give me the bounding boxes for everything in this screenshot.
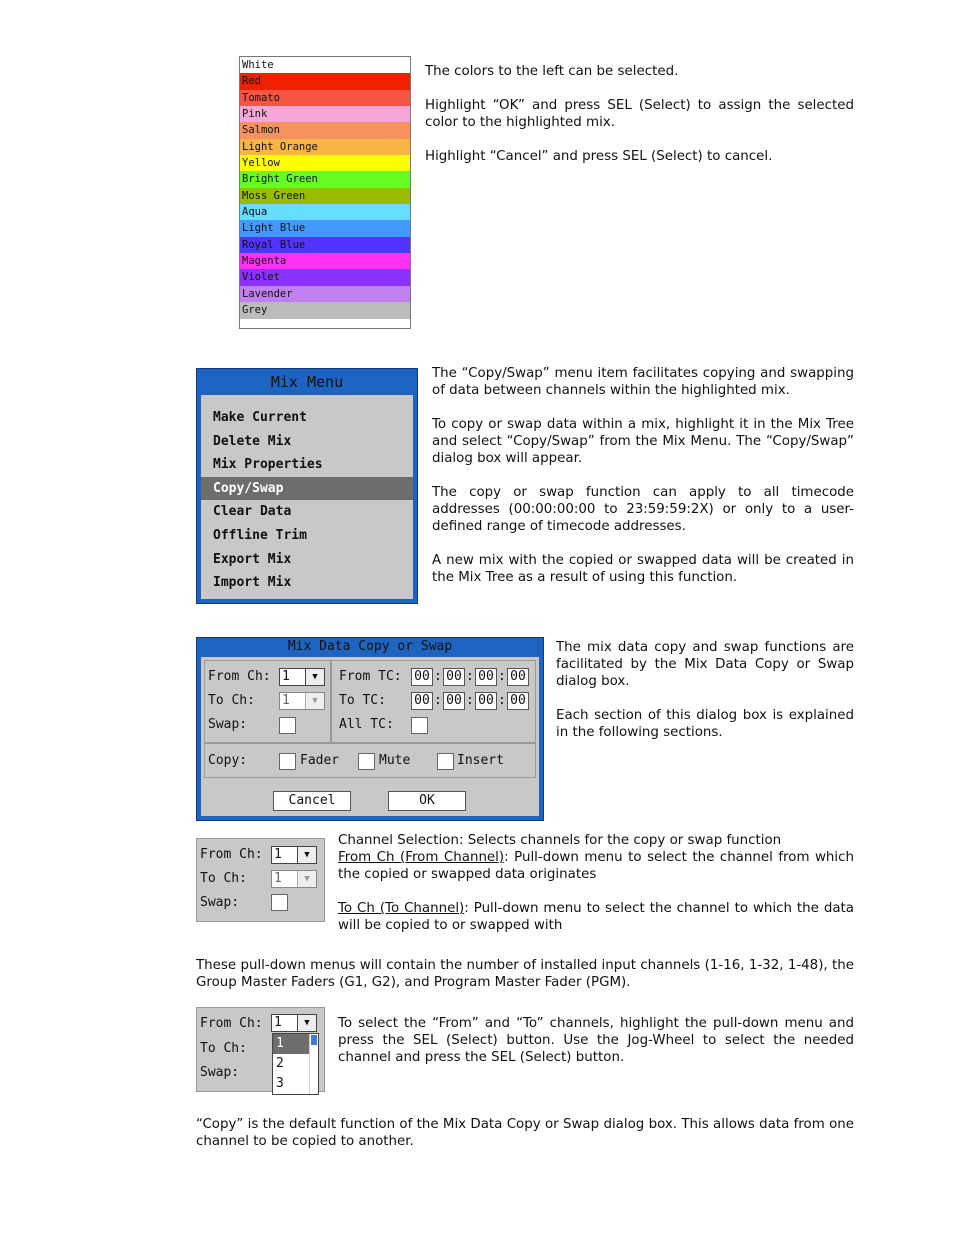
color-desc-3: Highlight “Cancel” and press SEL (Select) to cancel.	[425, 149, 773, 164]
to-ch-label: To Ch:	[208, 693, 255, 708]
menu-item-offline-trim[interactable]: Offline Trim	[213, 528, 307, 543]
chevron-down-icon[interactable]: ▼	[305, 693, 324, 709]
from-ch-select[interactable]	[271, 1014, 317, 1032]
color-description	[425, 63, 854, 165]
swap-label: Swap:	[208, 717, 248, 732]
mix-desc-1: The “Copy/Swap” menu item facilitates copying and swapping of data between channels within the highlighted mix.	[432, 366, 854, 398]
color-option-grey[interactable]: Grey	[240, 302, 410, 318]
mix-menu	[196, 368, 418, 604]
to-tc-field[interactable]: 00	[443, 692, 465, 710]
to-ch-select[interactable]	[279, 692, 325, 710]
mix-desc-3: The copy or swap function can apply to all timecode addresses (00:00:00:00 to 23:59:59:2X) or only to a user-defined range of timecode addresses.	[432, 485, 854, 534]
to-ch-text: : Pull-down menu to select the channel to which the data will be copied to or swapped with	[338, 901, 854, 933]
copy-note: “Copy” is the default function of the Mix Data Copy or Swap dialog box. This allows data from one channel to be copied to another.	[196, 1117, 854, 1149]
to-ch-select[interactable]	[271, 870, 317, 888]
fader-checkbox[interactable]	[279, 753, 296, 770]
dropdown-description: To select the “From” and “To” channels, highlight the pull-down menu and press the SEL (Select) button. Use the Jog-Wheel to select the needed channel and press the SEL (Select) button.	[338, 1016, 854, 1065]
from-ch-label: From Ch:	[208, 669, 271, 684]
dialog-desc-1: The mix data copy and swap functions are facilitated by the Mix Data Copy or Swap dialog box.	[556, 640, 854, 689]
color-option-light-orange[interactable]: Light Orange	[240, 139, 410, 155]
menu-item-delete-mix[interactable]: Delete Mix	[213, 433, 292, 449]
mix-desc-2: To copy or swap data within a mix, highlight it in the Mix Tree and select “Copy/Swap” from the Mix Menu. The “Copy/Swap” dialog box will appear.	[432, 417, 854, 466]
dialog-desc-2: Each section of this dialog box is explained in the following sections.	[556, 708, 854, 740]
to-tc-label: To TC:	[339, 693, 386, 708]
color-option-yellow[interactable]: Yellow	[240, 155, 410, 171]
to-ch-label: To Ch:	[200, 871, 247, 886]
copy-label: Copy:	[208, 753, 248, 768]
channel-selection-panel	[196, 838, 325, 922]
from-ch-select[interactable]	[271, 846, 317, 864]
color-option-violet[interactable]: Violet	[240, 269, 410, 285]
dropdown-scrollbar[interactable]	[309, 1034, 318, 1094]
insert-checkbox[interactable]	[437, 753, 454, 770]
chevron-down-icon[interactable]: ▼	[297, 847, 316, 863]
dialog-title: Mix Data Copy or Swap	[287, 639, 453, 654]
dialog-description	[556, 639, 854, 741]
color-option-royal-blue[interactable]: Royal Blue	[240, 237, 410, 253]
color-option-magenta[interactable]: Magenta	[240, 253, 410, 269]
color-option-lavender[interactable]: Lavender	[240, 286, 410, 302]
insert-label: Insert	[457, 753, 504, 768]
color-desc-1: The colors to the left can be selected.	[425, 64, 679, 79]
color-option-bright-green[interactable]: Bright Green	[240, 171, 410, 187]
swap-checkbox[interactable]	[271, 894, 288, 911]
to-ch-value: 1	[282, 693, 290, 708]
from-ch-text: : Pull-down menu to select the channel from which the copied or swapped data originates	[338, 850, 854, 882]
menu-item-mix-properties[interactable]: Mix Properties	[213, 457, 323, 473]
mix-menu-title: Mix Menu	[270, 373, 344, 391]
swap-label: Swap:	[200, 895, 240, 910]
color-option-red[interactable]: Red	[240, 73, 410, 89]
color-list	[239, 56, 411, 329]
cancel-button[interactable]: Cancel	[273, 791, 351, 811]
dropdown-option-3[interactable]: 3	[276, 1076, 284, 1091]
ok-button[interactable]: OK	[388, 791, 466, 811]
from-ch-value: 1	[282, 669, 290, 684]
mute-checkbox[interactable]	[358, 753, 375, 770]
channel-heading: Channel Selection: Selects channels for the copy or swap function	[338, 833, 782, 848]
chevron-down-icon[interactable]: ▼	[297, 1015, 316, 1031]
to-tc-field[interactable]: 00	[507, 692, 529, 710]
to-tc-field[interactable]: 00	[475, 692, 497, 710]
color-option-moss-green[interactable]: Moss Green	[240, 188, 410, 204]
swap-checkbox[interactable]	[279, 717, 296, 734]
color-option-aqua[interactable]: Aqua	[240, 204, 410, 220]
scrollbar-thumb[interactable]	[311, 1035, 317, 1045]
from-ch-value: 1	[274, 847, 282, 862]
color-option-tomato[interactable]: Tomato	[240, 90, 410, 106]
from-tc-field[interactable]: 00	[411, 668, 433, 686]
tc-separator: :	[466, 669, 474, 684]
tc-separator: :	[498, 669, 506, 684]
tc-separator: :	[466, 693, 474, 708]
dialog-divider-vertical	[330, 660, 332, 742]
mix-menu-body	[201, 395, 413, 599]
from-ch-term: From Ch (From Channel)	[338, 850, 505, 865]
channel-dropdown-list[interactable]	[272, 1033, 319, 1095]
from-tc-label: From TC:	[339, 669, 402, 684]
from-ch-value: 1	[274, 1015, 282, 1030]
dropdown-option-2[interactable]: 2	[276, 1056, 284, 1071]
from-ch-label: From Ch:	[200, 847, 263, 862]
from-tc-field[interactable]: 00	[507, 668, 529, 686]
pulldown-note: These pull-down menus will contain the number of installed input channels (1-16, 1-32, 1-48), the Group Master Faders (G1, G2), and Program Master Fader (PGM).	[196, 958, 854, 990]
all-tc-label: All TC:	[339, 717, 394, 732]
to-ch-value: 1	[274, 871, 282, 886]
copy-swap-dialog	[196, 637, 544, 821]
color-option-pink[interactable]: Pink	[240, 106, 410, 122]
tc-separator: :	[498, 693, 506, 708]
swap-label: Swap:	[200, 1065, 240, 1080]
color-desc-2: Highlight “OK” and press SEL (Select) to assign the selected color to the highlighted mix.	[425, 98, 854, 130]
dropdown-open-panel	[196, 1007, 325, 1092]
from-tc-field[interactable]: 00	[443, 668, 465, 686]
chevron-down-icon[interactable]: ▼	[305, 669, 324, 685]
from-ch-label: From Ch:	[200, 1016, 263, 1031]
chevron-down-icon[interactable]: ▼	[297, 871, 316, 887]
from-ch-select[interactable]	[279, 668, 325, 686]
fader-label: Fader	[300, 753, 340, 768]
mix-menu-description	[432, 365, 854, 586]
from-tc-field[interactable]: 00	[475, 668, 497, 686]
mute-label: Mute	[379, 753, 411, 768]
to-tc-field[interactable]: 00	[411, 692, 433, 710]
menu-item-copy-swap[interactable]: Copy/Swap	[201, 477, 413, 500]
channel-description	[338, 832, 854, 934]
menu-item-make-current[interactable]: Make Current	[213, 410, 307, 425]
color-option-light-blue[interactable]: Light Blue	[240, 220, 410, 236]
menu-item-clear-data[interactable]: Clear Data	[213, 504, 292, 520]
color-option-white[interactable]: White	[240, 57, 410, 73]
dropdown-option-1[interactable]: 1	[273, 1034, 318, 1054]
menu-item-import-mix[interactable]: Import Mix	[213, 575, 292, 591]
dialog-divider-horizontal	[204, 742, 536, 744]
to-ch-term: To Ch (To Channel)	[338, 901, 465, 916]
tc-separator: :	[434, 669, 442, 684]
all-tc-checkbox[interactable]	[411, 717, 428, 734]
menu-item-export-mix[interactable]: Export Mix	[213, 551, 292, 567]
to-ch-label: To Ch:	[200, 1041, 247, 1056]
tc-separator: :	[434, 693, 442, 708]
mix-desc-4: A new mix with the copied or swapped data will be created in the Mix Tree as a result of using this function.	[432, 553, 854, 585]
color-option-salmon[interactable]: Salmon	[240, 122, 410, 138]
dialog-body	[201, 657, 539, 816]
color-list-bottom	[240, 319, 410, 328]
